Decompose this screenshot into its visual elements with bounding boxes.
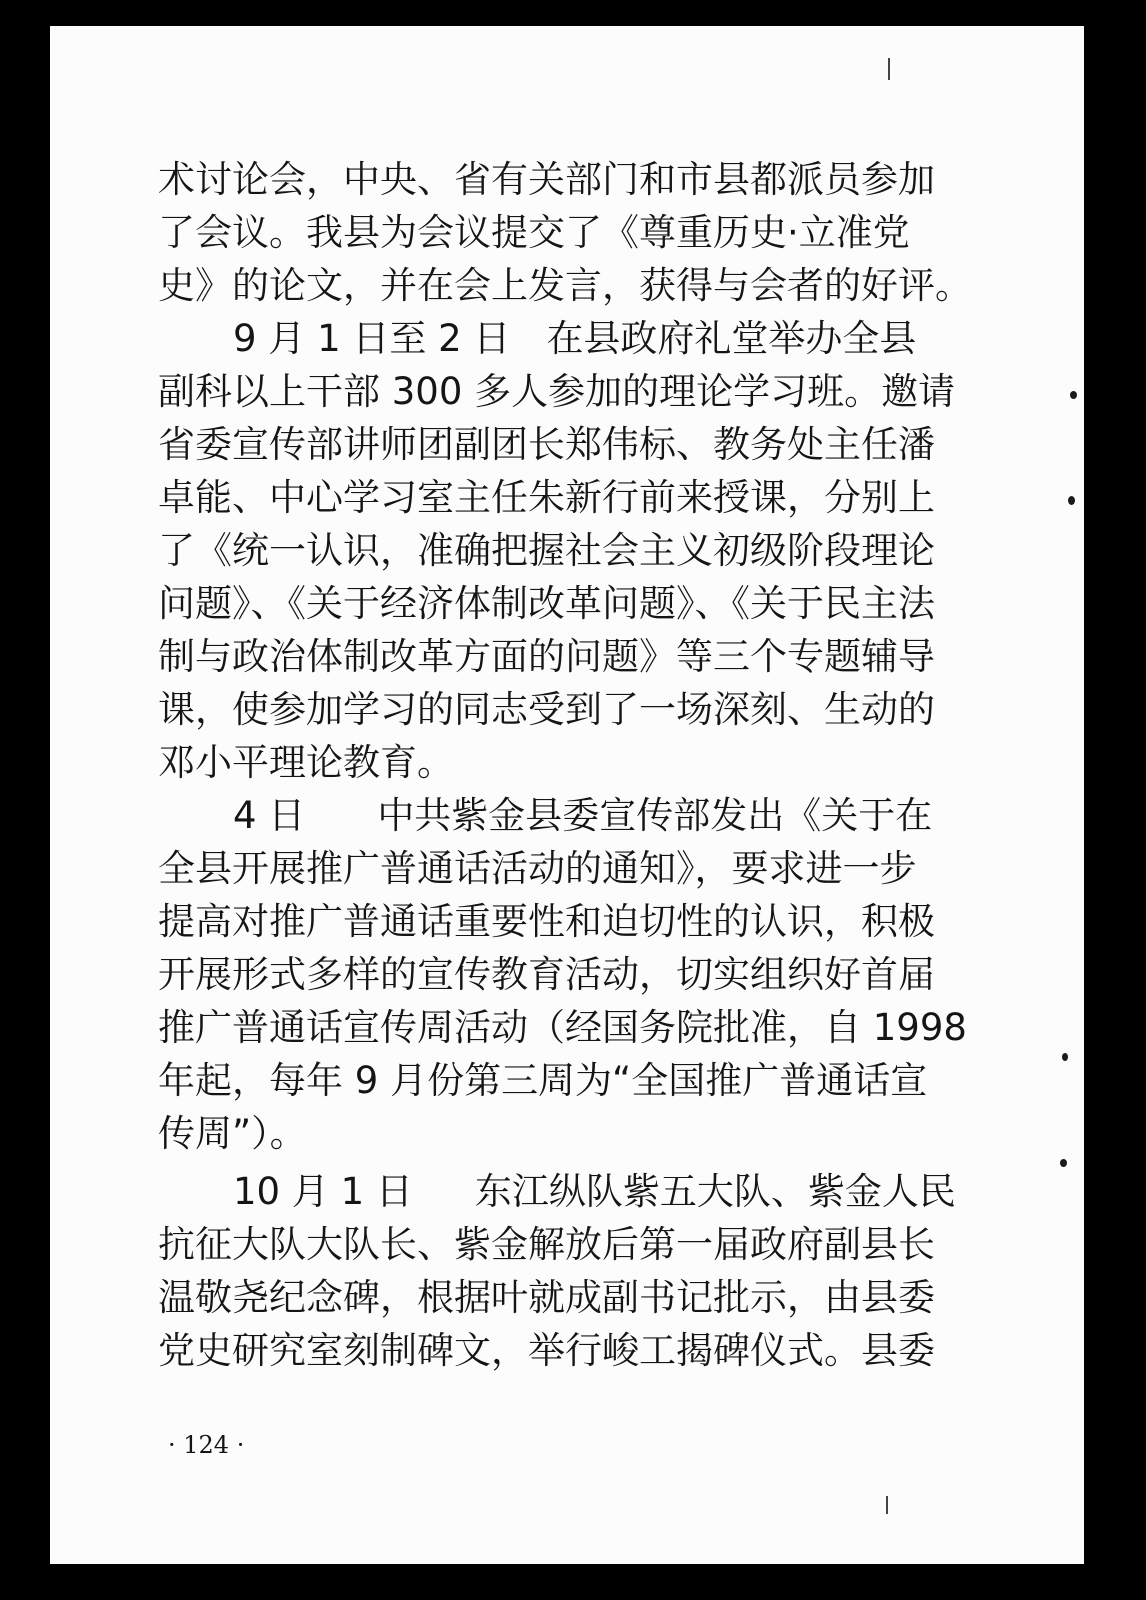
- scan-line: [886, 1496, 888, 1514]
- document-page: [50, 26, 1084, 1564]
- text-line: 课，使参加学习的同志受到了一场深刻、生动的: [158, 688, 935, 731]
- text-line: 提高对推广普通话重要性和迫切性的认识，积极: [158, 900, 935, 943]
- text-line: 开展形式多样的宣传教育活动，切实组织好首届: [158, 953, 935, 996]
- entry-text: 东江纵队紫五大队、紫金人民: [474, 1170, 956, 1213]
- text-line: 问题》、《关于经济体制改革问题》、《关于民主法: [158, 582, 935, 625]
- entry-text: 在县政府礼堂举办全县: [546, 317, 917, 360]
- entry-date: 4 日: [233, 794, 306, 837]
- scan-line: [888, 58, 890, 80]
- text-line: 史》的论文，并在会上发言，获得与会者的好评。: [158, 264, 972, 307]
- entry-line: [233, 313, 958, 365]
- entry-line: [233, 790, 958, 842]
- entry-text: 中共紫金县委宣传部发出《关于在: [377, 794, 933, 837]
- text-line: 邓小平理论教育。: [158, 741, 454, 784]
- text-line: 卓能、中心学习室主任朱新行前来授课，分别上: [158, 476, 935, 519]
- text-line: 副科以上干部 300 多人参加的理论学习班。邀请: [158, 370, 956, 413]
- entry-date: 9 月 1 日至 2 日: [233, 317, 511, 360]
- text-line: 了会议。我县为会议提交了《尊重历史·立准党: [158, 211, 910, 254]
- text-line: 制与政治体制改革方面的问题》等三个专题辅导: [158, 635, 935, 678]
- text-line: 传周”）。: [158, 1112, 307, 1155]
- scan-speck: [1060, 1159, 1067, 1167]
- scan-speck: [1062, 1053, 1068, 1061]
- text-line: 党史研究室刻制碑文，举行峻工揭碑仪式。县委: [158, 1329, 935, 1372]
- text-line: 温敬尧纪念碑，根据叶就成副书记批示，由县委: [158, 1276, 935, 1319]
- text-line: 省委宣传部讲师团副团长郑伟标、教务处主任潘: [158, 423, 935, 466]
- text-line: 抗征大队大队长、紫金解放后第一届政府副县长: [158, 1223, 935, 1266]
- entry-date: 10 月 1 日: [233, 1170, 413, 1213]
- text-line: 了《统一认识，准确把握社会主义初级阶段理论: [158, 529, 935, 572]
- entry-line: [233, 1166, 958, 1218]
- text-line: 术讨论会，中央、省有关部门和市县都派员参加: [158, 158, 935, 201]
- page-number: · 124 ·: [168, 1431, 245, 1459]
- text-line: 年起，每年 9 月份第三周为“全国推广普通话宣: [158, 1059, 928, 1102]
- scan-speck: [1070, 391, 1077, 399]
- text-line: 全县开展推广普通话活动的通知》，要求进一步: [158, 847, 917, 890]
- scan-speck: [1068, 496, 1075, 505]
- text-line: 推广普通话宣传周活动（经国务院批准，自 1998: [158, 1006, 967, 1049]
